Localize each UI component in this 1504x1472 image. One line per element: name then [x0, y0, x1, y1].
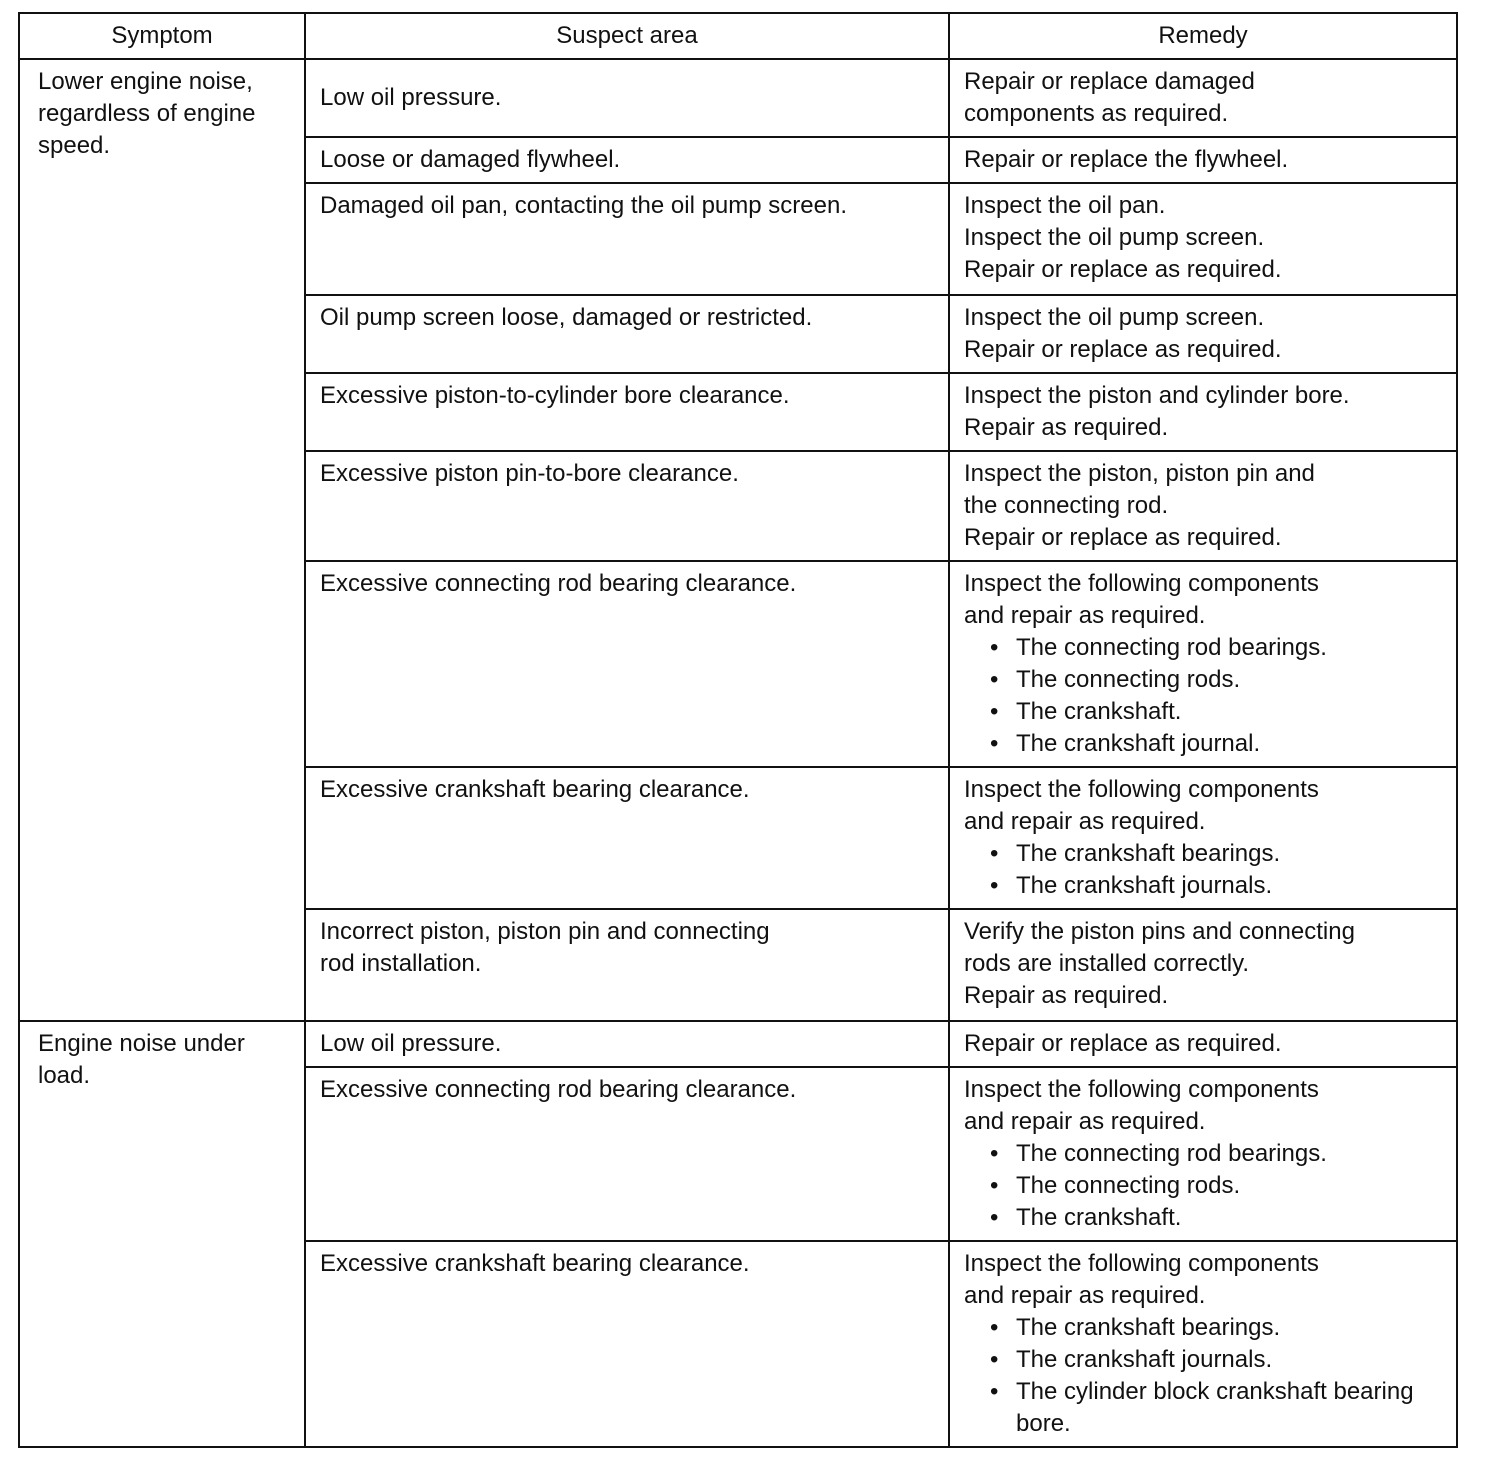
- list-item: [964, 1170, 1442, 1202]
- remedy-text: Repair or replace the flywheel.: [964, 146, 1289, 173]
- header-suspect-area: Suspect area: [305, 13, 949, 59]
- suspect-area-text: rod installation.: [320, 950, 482, 977]
- suspect-area-cell: [305, 295, 949, 373]
- component-list: [964, 838, 1442, 902]
- remedy-text: and repair as required.: [964, 1282, 1206, 1309]
- component-list: [964, 1312, 1442, 1440]
- header-remedy: Remedy: [949, 13, 1457, 59]
- remedy-text: and repair as required.: [964, 602, 1206, 629]
- remedy-text: Inspect the oil pan.: [964, 192, 1166, 219]
- list-item-text: The connecting rods.: [1016, 1172, 1241, 1199]
- suspect-area-cell: [305, 137, 949, 183]
- table-header: [19, 13, 1457, 59]
- remedy-text: Verify the piston pins and connecting: [964, 918, 1355, 945]
- remedy-cell: [949, 137, 1457, 183]
- remedy-text: Repair or replace damaged: [964, 68, 1255, 95]
- list-item-text: The crankshaft journals.: [1016, 1346, 1273, 1373]
- suspect-area-cell: [305, 767, 949, 909]
- suspect-area-text: Excessive connecting rod bearing clearance.: [320, 570, 797, 597]
- list-item-text: The crankshaft journals.: [1016, 872, 1273, 899]
- remedy-text: Repair as required.: [964, 982, 1169, 1009]
- bullet-icon: •: [990, 840, 999, 867]
- remedy-text: Repair as required.: [964, 414, 1169, 441]
- list-item-text: The connecting rod bearings.: [1016, 1140, 1327, 1167]
- component-list: [964, 632, 1442, 760]
- list-item: [964, 664, 1442, 696]
- remedy-cell: [949, 451, 1457, 561]
- bullet-icon: •: [990, 634, 999, 661]
- symptom-cell: [19, 1021, 305, 1447]
- remedy-cell: [949, 767, 1457, 909]
- suspect-area-cell: [305, 373, 949, 451]
- suspect-area-text: Low oil pressure.: [320, 1030, 502, 1057]
- remedy-text: Inspect the following components: [964, 570, 1319, 597]
- list-item: [964, 728, 1442, 760]
- list-item: [964, 632, 1442, 664]
- list-item: [964, 870, 1442, 902]
- suspect-area-cell: [305, 451, 949, 561]
- remedy-text: Inspect the following components: [964, 1076, 1319, 1103]
- list-item: [964, 838, 1442, 870]
- remedy-text: Inspect the piston, piston pin and: [964, 460, 1315, 487]
- list-item-text: The cylinder block crankshaft bearing bore.: [1016, 1378, 1414, 1437]
- remedy-text: Inspect the following components: [964, 776, 1319, 803]
- bullet-icon: •: [990, 1204, 999, 1231]
- suspect-area-cell: [305, 59, 949, 137]
- bullet-icon: •: [990, 730, 999, 757]
- remedy-cell: [949, 295, 1457, 373]
- remedy-cell: [949, 561, 1457, 767]
- list-item-text: The crankshaft bearings.: [1016, 1314, 1281, 1341]
- symptom-text: speed.: [38, 132, 111, 159]
- remedy-cell: [949, 59, 1457, 137]
- suspect-area-cell: [305, 1241, 949, 1447]
- symptom-text: regardless of engine: [38, 100, 256, 127]
- suspect-area-text: Incorrect piston, piston pin and connecting: [320, 918, 770, 945]
- bullet-icon: •: [990, 666, 999, 693]
- remedy-cell: [949, 183, 1457, 295]
- bullet-icon: •: [990, 1314, 999, 1341]
- suspect-area-text: Damaged oil pan, contacting the oil pump screen.: [320, 192, 847, 219]
- remedy-text: Inspect the oil pump screen.: [964, 304, 1265, 331]
- remedy-text: components as required.: [964, 100, 1229, 127]
- suspect-area-cell: [305, 1021, 949, 1067]
- remedy-text: Inspect the piston and cylinder bore.: [964, 382, 1350, 409]
- suspect-area-text: Excessive piston-to-cylinder bore clearance.: [320, 382, 790, 409]
- list-item-text: The crankshaft.: [1016, 1204, 1182, 1231]
- suspect-area-text: Loose or damaged flywheel.: [320, 146, 621, 173]
- suspect-area-text: Excessive crankshaft bearing clearance.: [320, 1250, 750, 1277]
- list-item-text: The crankshaft.: [1016, 698, 1182, 725]
- remedy-text: and repair as required.: [964, 1108, 1206, 1135]
- remedy-text: Repair or replace as required.: [964, 336, 1282, 363]
- suspect-area-text: Low oil pressure.: [320, 84, 502, 111]
- table-row: [19, 1021, 1457, 1067]
- remedy-cell: [949, 1021, 1457, 1067]
- bullet-icon: •: [990, 1346, 999, 1373]
- remedy-text: rods are installed correctly.: [964, 950, 1249, 977]
- remedy-text: Repair or replace as required.: [964, 1030, 1282, 1057]
- list-item: [964, 1344, 1442, 1376]
- diagnosis-table: [18, 12, 1458, 1448]
- table-row: [19, 59, 1457, 137]
- remedy-cell: [949, 1067, 1457, 1241]
- suspect-area-text: Excessive connecting rod bearing clearance.: [320, 1076, 797, 1103]
- remedy-cell: [949, 373, 1457, 451]
- suspect-area-text: Excessive piston pin-to-bore clearance.: [320, 460, 739, 487]
- remedy-text: and repair as required.: [964, 808, 1206, 835]
- list-item-text: The crankshaft bearings.: [1016, 840, 1281, 867]
- remedy-text: Repair or replace as required.: [964, 256, 1282, 283]
- table-body: [19, 59, 1457, 1447]
- bullet-icon: •: [990, 1172, 999, 1199]
- list-item-text: The connecting rod bearings.: [1016, 634, 1327, 661]
- suspect-area-text: Oil pump screen loose, damaged or restricted.: [320, 304, 813, 331]
- component-list: [964, 1138, 1442, 1234]
- suspect-area-cell: [305, 909, 949, 1021]
- list-item: [964, 696, 1442, 728]
- remedy-text: Inspect the following components: [964, 1250, 1319, 1277]
- symptom-text: Lower engine noise,: [38, 68, 253, 95]
- list-item: [964, 1376, 1442, 1440]
- bullet-icon: •: [990, 1140, 999, 1167]
- symptom-cell: [19, 59, 305, 1021]
- suspect-area-cell: [305, 1067, 949, 1241]
- header-symptom: Symptom: [19, 13, 305, 59]
- symptom-text: load.: [38, 1062, 91, 1089]
- remedy-cell: [949, 909, 1457, 1021]
- bullet-icon: •: [990, 698, 999, 725]
- list-item: [964, 1312, 1442, 1344]
- remedy-text: Inspect the oil pump screen.: [964, 224, 1265, 251]
- symptom-text: Engine noise under: [38, 1030, 245, 1057]
- bullet-icon: •: [990, 1378, 999, 1405]
- list-item-text: The connecting rods.: [1016, 666, 1241, 693]
- suspect-area-cell: [305, 561, 949, 767]
- list-item: [964, 1202, 1442, 1234]
- list-item: [964, 1138, 1442, 1170]
- remedy-text: Repair or replace as required.: [964, 524, 1282, 551]
- remedy-text: the connecting rod.: [964, 492, 1169, 519]
- bullet-icon: •: [990, 872, 999, 899]
- header-row: [19, 13, 1457, 59]
- suspect-area-cell: [305, 183, 949, 295]
- suspect-area-text: Excessive crankshaft bearing clearance.: [320, 776, 750, 803]
- list-item-text: The crankshaft journal.: [1016, 730, 1261, 757]
- remedy-cell: [949, 1241, 1457, 1447]
